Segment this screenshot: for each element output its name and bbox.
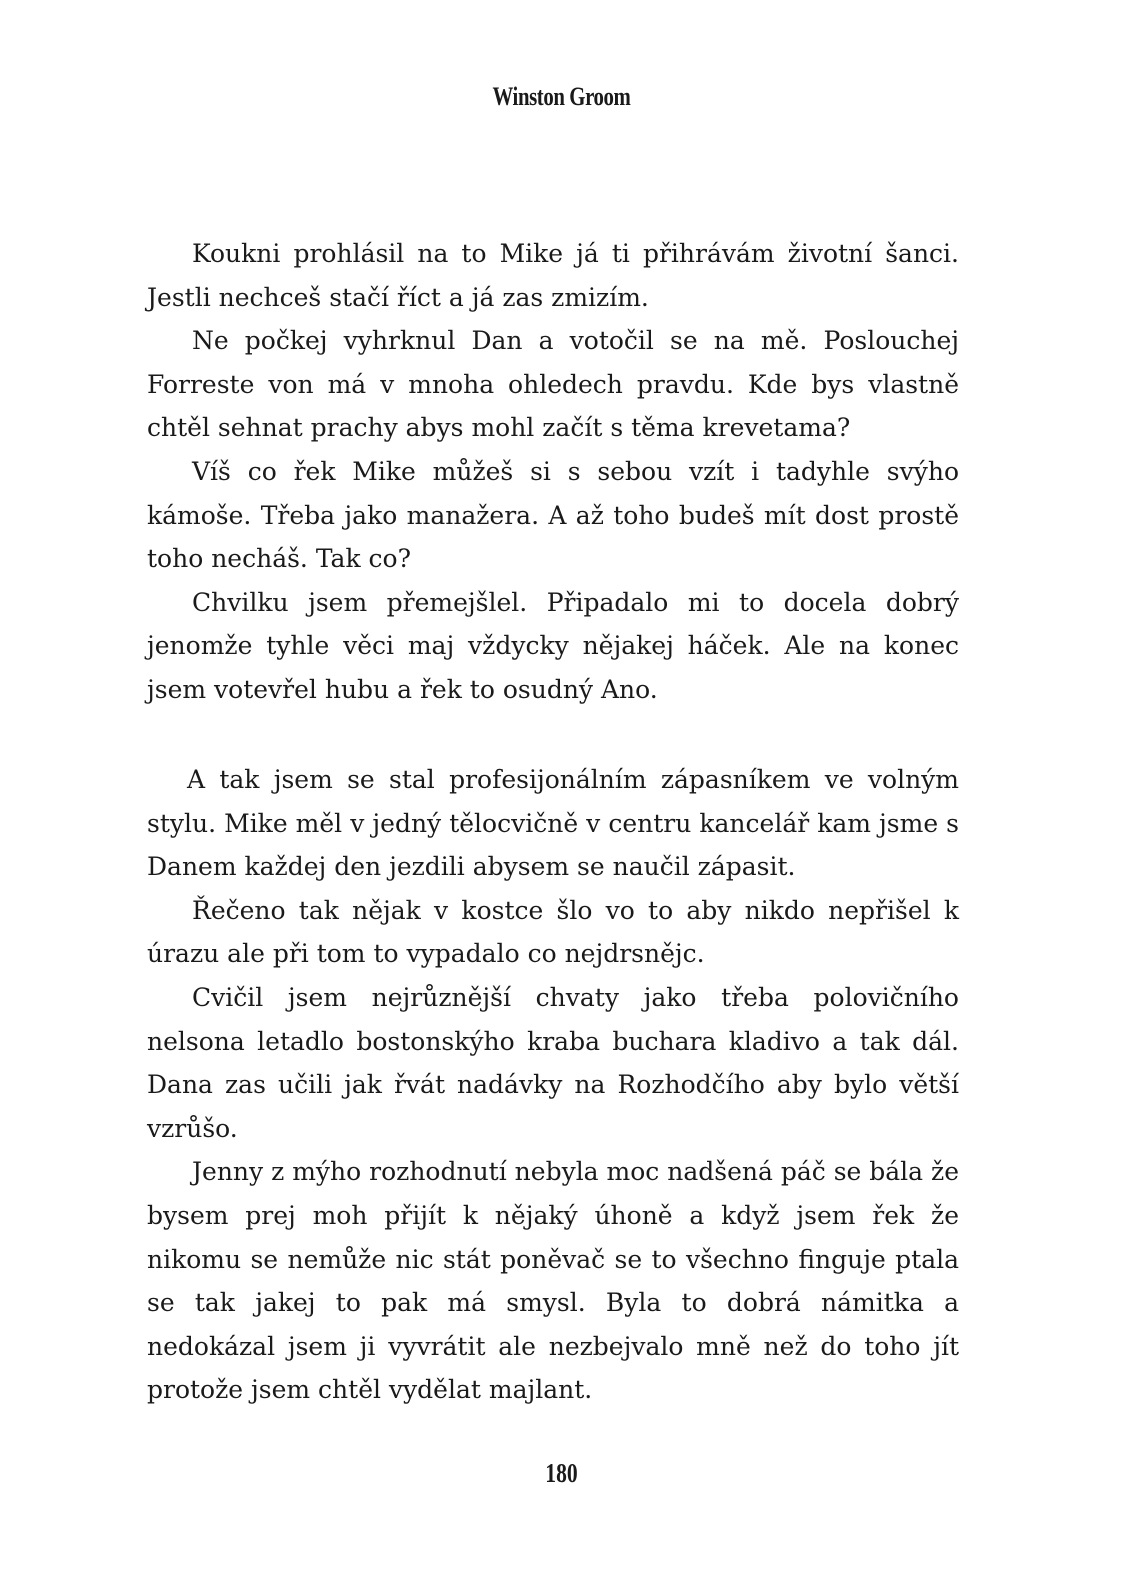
- paragraph: Jenny z mýho rozhodnutí nebyla moc nadšená páč se bála že bysem prej moh přijít k nějaký úhoně a když jsem řek že nikomu se nemůže nic stát poněvač se to všechno finguje ptala se tak jakej to pak má smysl. Byla to dobrá námitka a nedokázal jsem ji vyvrátit ale nezbejvalo mně než do toho jít protože jsem chtěl vydělat majlant.: [147, 1157, 959, 1405]
- paragraph: Chvilku jsem přemejšlel. Připadalo mi to docela dobrý jenomže tyhle věci maj vždycky nějakej háček. Ale na konec jsem votevřel hubu a řek to osudný Ano.: [147, 587, 959, 704]
- paragraph: Koukni prohlásil na to Mike já ti přihrávám životní šanci. Jestli nechceš stačí říct a já zas zmizím.: [147, 239, 959, 312]
- running-header: Winston Groom: [492, 82, 631, 111]
- text-section-1: [147, 232, 959, 712]
- paragraph: A tak jsem se stal profesijonálním zápasníkem ve volným stylu. Mike měl v jedný tělocvičně v centru kancelář kam jsme s Danem každej den jezdili abysem se naučil zápasit.: [147, 765, 959, 882]
- paragraph: Víš co řek Mike můžeš si s sebou vzít i tadyhle svýho kámoše. Třeba jako manažera. A až toho budeš mít dost prostě toho necháš. Tak co?: [147, 456, 959, 574]
- paragraph: Řečeno tak nějak v kostce šlo vo to aby nikdo nepřišel k úrazu ale při tom to vypadalo co nejdrsnějc.: [147, 895, 959, 969]
- paragraph: Ne počkej vyhrknul Dan a votočil se na mě. Poslouchej Forreste von má v mnoha ohledech pravdu. Kde bys vlastně chtěl sehnat prachy abys mohl začít s těma krevetama?: [147, 326, 959, 443]
- page-number: 180: [545, 1458, 578, 1488]
- text-section-2: [147, 758, 959, 1412]
- paragraph: Cvičil jsem nejrůznější chvaty jako třeba polovičního nelsona letadlo bostonskýho kraba buchara kladivo a tak dál. Dana zas učili jak řvát nadávky na Rozhodčího aby bylo větší vzrůšo.: [147, 982, 959, 1143]
